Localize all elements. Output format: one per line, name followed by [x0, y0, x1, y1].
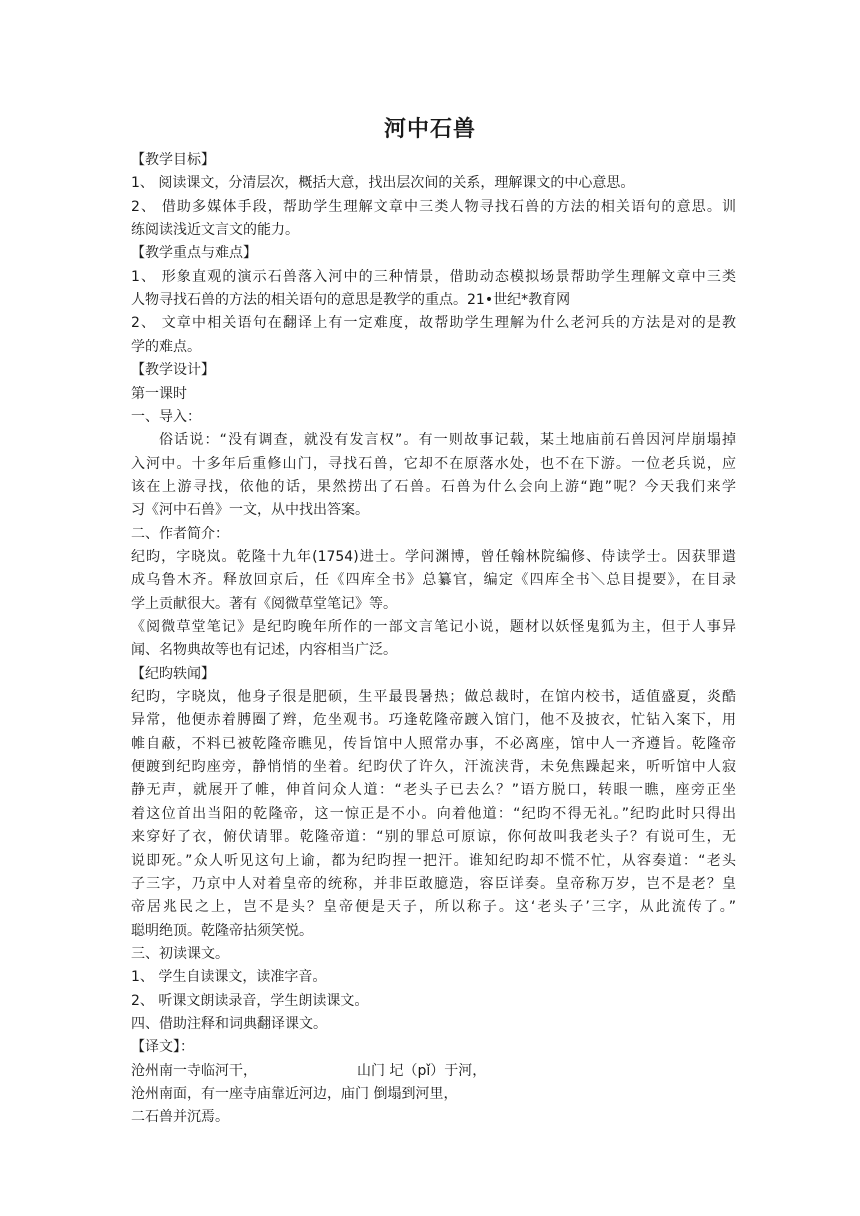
- text-line: 三、初读课文。: [131, 945, 229, 962]
- text-line: 闻、名物典故等也有记述，内容相当广泛。: [131, 642, 397, 659]
- text-line: 《阅微草堂笔记》是纪昀晚年所作的一部文言笔记小说，题材以妖怪鬼狐为主，但于人事异: [131, 619, 736, 635]
- text-line: 静无声，就展开了帷，伸首问众人道：“老头子已去么？”语方脱口，转眼一瞧，座旁正坐: [131, 782, 736, 799]
- text-line: 二、作者简介：: [131, 525, 229, 542]
- text-line: 1、 阅读课文，分清层次，概括大意，找出层次间的关系，理解课文的中心意思。: [131, 175, 635, 192]
- text-line: 该在上游寻找，依他的话，果然捞出了石兽。石兽为什么会向上游“跑”呢？今天我们来学: [131, 478, 736, 495]
- text-line: 学上贡献很大。著有《阅微草堂笔记》等。: [131, 595, 397, 612]
- page-title: 河中石兽: [383, 117, 476, 142]
- text-line: 子三字，乃京中人对着皇帝的统称，并非臣敢臆造，容臣详奏。皇帝称万岁，岂不是老？皇: [131, 875, 736, 892]
- text-line: 纪昀，字晓岚。乾隆十九年(1754)进士。学问渊博，曾任翰林院编修、侍读学士。因获罪遣: [131, 548, 736, 565]
- text-line: 1、 学生自读课文，读准字音。: [131, 969, 327, 986]
- text-line: 便踱到纪昀座旁，静悄悄的坐着。纪昀伏了许久，汗流浃背，未免焦躁起来，听听馆中人寂: [131, 759, 736, 776]
- text-line: 着这位首出当阳的乾隆帝，这一惊正是不小。向着他道：“纪昀不得无礼。”纪昀此时只得出: [131, 805, 736, 822]
- text-line: 来穿好了衣，俯伏请罪。乾隆帝道：“别的罪总可原谅，你何故叫我老头子？有说可生，无: [131, 829, 736, 846]
- text-line: 2、 听课文朗读录音，学生朗读课文。: [131, 992, 369, 1009]
- text-line: 【教学设计】: [131, 362, 215, 379]
- text-line: 学的难点。: [131, 338, 201, 355]
- text-line: 说即死。”众人听见这句上谕，都为纪昀捏一把汗。谁知纪昀却不慌不忙，从容奏道：“老头: [131, 852, 736, 869]
- text-line: 四、借助注释和词典翻译课文。: [131, 1015, 327, 1032]
- translation-right: 山门 圮（pǐ）于河，: [357, 1062, 487, 1079]
- translation-left: 沧州南一寺临河干，: [131, 1062, 257, 1079]
- text-line: 成乌鲁木齐。释放回京后，任《四库全书》总纂官，编定《四库全书＼总目提要》，在目录: [131, 572, 736, 589]
- text-line: 【译文】：: [131, 1039, 194, 1056]
- text-line: 2、 借助多媒体手段，帮助学生理解文章中三类人物寻找石兽的方法的相关语句的意思。训: [131, 198, 736, 215]
- text-line: 2、 文章中相关语句在翻译上有一定难度，故帮助学生理解为什么老河兵的方法是对的是教: [131, 315, 736, 332]
- text-line: 帝居兆民之上，岂不是头？皇帝便是天子，所以称子。这‘老头子’三字，从此流传了。”: [131, 899, 736, 916]
- text-line: 纪昀，字晓岚，他身子很是肥硕，生平最畏暑热；做总裁时，在馆内校书，适值盛夏，炎酷: [131, 689, 736, 706]
- text-line: 【纪昀轶闻】: [131, 665, 215, 682]
- text-line: 【教学重点与难点】: [131, 245, 257, 262]
- text-line: 1、 形象直观的演示石兽落入河中的三种情景，借助动态模拟场景帮助学生理解文章中三类: [131, 268, 736, 285]
- text-line: 第一课时: [131, 385, 187, 402]
- translation-left: 沧州南面，有一座寺庙靠近河边，庙门 倒塌到河里，: [131, 1086, 458, 1102]
- text-line: 人物寻找石兽的方法的相关语句的意思是教学的重点。21•世纪*教育网: [131, 292, 571, 309]
- translation-left: 二石兽并沉焉。: [131, 1109, 229, 1126]
- translation-row: [131, 1084, 736, 1104]
- translation-row: [131, 1061, 736, 1081]
- translation-row: [131, 1107, 736, 1127]
- text-line: 入河中。十多年后重修山门，寻找石兽，它却不在原落水处，也不在下游。一位老兵说，应: [131, 455, 736, 472]
- text-line: 一、导入：: [131, 408, 201, 425]
- text-line: 【教学目标】: [131, 152, 215, 168]
- text-line: 异常，他便赤着膊圈了辫，危坐观书。巧逢乾隆帝踱入馆门，他不及披衣，忙钻入案下，用: [131, 712, 736, 729]
- text-line: 俗话说：“没有调查，就没有发言权”。有一则故事记载，某土地庙前石兽因河岸崩塌掉: [159, 432, 736, 449]
- text-line: 聪明绝顶。乾隆帝拈须笑悦。: [131, 922, 313, 939]
- text-line: 帷自蔽，不料已被乾隆帝瞧见，传旨馆中人照常办事，不必离座，馆中人一齐遵旨。乾隆帝: [131, 735, 736, 752]
- text-line: 练阅读浅近文言文的能力。: [131, 222, 299, 239]
- text-line: 习《河中石兽》一文，从中找出答案。: [131, 502, 369, 519]
